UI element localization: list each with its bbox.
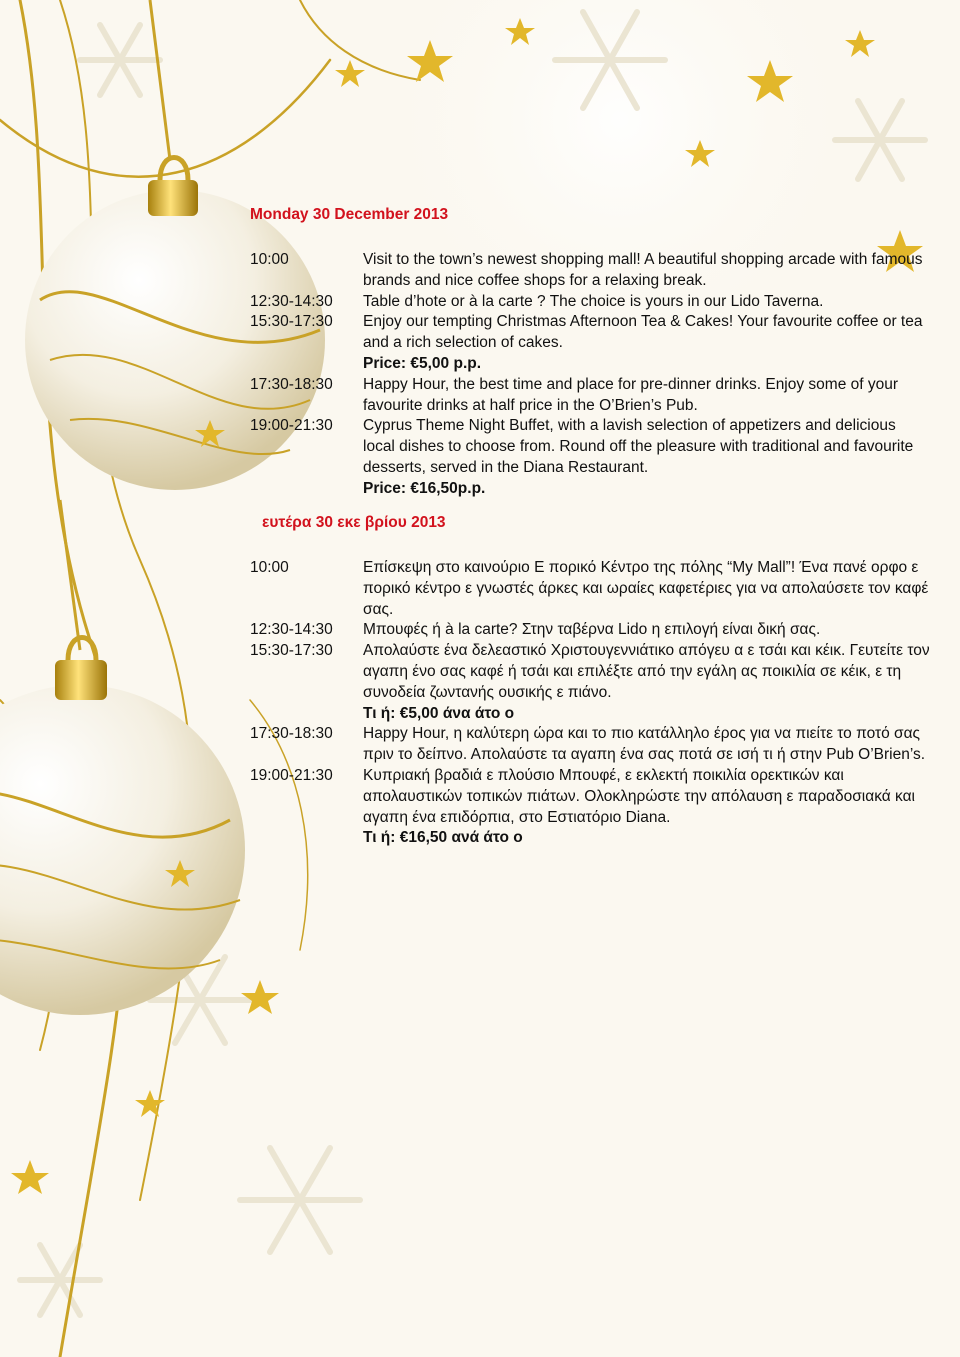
event-time: 15:30-17:30	[250, 313, 333, 331]
greek-heading: ευτέρα 30 εκε βρίου 2013	[262, 514, 446, 531]
event-time: 15:30-17:30	[250, 642, 333, 660]
event-time: 19:00-21:30	[250, 766, 333, 784]
event-price: Τι ή: €16,50 ανά άτο ο	[363, 829, 523, 847]
event-time: 17:30-18:30	[250, 725, 333, 743]
schedule-row	[250, 292, 930, 313]
christmas-bauble-icon	[0, 500, 245, 1015]
event-price: Τι ή: €5,00 άνα άτο ο	[363, 704, 515, 722]
event-time: 17:30-18:30	[250, 375, 333, 393]
event-price: Price: €16,50p.p.	[363, 479, 486, 497]
event-time: 10:00	[250, 251, 289, 268]
event-time: 12:30-14:30	[250, 292, 333, 310]
event-description: Μπουφές ή à la carte? Στην ταβέρνα Lido η επιλογή είναι δική σας.	[363, 621, 821, 639]
event-description: Απολαύστε ένα δελεαστικό Χριστουγεννιάτικο απόγευ α ε τσάι και κέικ. Γευτείτε τον αγαπη ένο σας καφέ ή τσάι και επιλέξτε από την εγάλη ας ποικιλία σε κέικ, ε τη συνοδεία ζωντανής ουσικής ε πιάνο.	[363, 642, 930, 701]
english-schedule	[250, 205, 930, 500]
schedule-row	[250, 416, 930, 499]
schedule-row	[250, 620, 930, 641]
event-price: Price: €5,00 p.p.	[363, 354, 482, 372]
schedule-row	[250, 312, 930, 374]
schedule-row	[250, 641, 930, 724]
event-time: 10:00	[250, 559, 289, 576]
greek-schedule	[250, 513, 930, 849]
schedule-row	[250, 250, 930, 292]
schedule-row	[250, 766, 930, 849]
schedule-row	[250, 724, 930, 766]
event-description: Κυπριακή βραδιά ε πλούσιο Μπουφέ, ε εκλεκτή ποικιλία ορεκτικών και απολαυστικών τοπικών πιάτων. Ολοκληρώστε την απόλαυση ε παραδοσιακά και αγαπη ένα επιδόρπια, στο Εστιατόριο Diana.	[363, 766, 915, 826]
schedule-row	[250, 375, 930, 417]
schedule-row	[250, 558, 930, 620]
event-description: Enjoy our tempting Christmas Afternoon Tea & Cakes! Your favourite coffee or tea and a rich selection of cakes.	[363, 313, 923, 352]
event-description: Table d’hote or à la carte ? The choice is yours in our Lido Taverna.	[363, 292, 824, 310]
english-heading: Monday 30 December 2013	[250, 206, 449, 223]
event-description: Happy Hour, the best time and place for pre-dinner drinks. Enjoy some of your favourite drinks at half price in the O’Brien’s Pub.	[363, 375, 899, 414]
event-description: Cyprus Theme Night Buffet, with a lavish selection of appetizers and delicious local dishes to choose from. Round off the pleasure with traditional and favourite desserts, served in the Diana Restaurant.	[363, 417, 914, 476]
event-time: 12:30-14:30	[250, 621, 333, 639]
event-time: 19:00-21:30	[250, 417, 333, 435]
event-description: Happy Hour, η καλύτερη ώρα και το πιο κατάλληλο έρος για να πιείτε το ποτό σας πριν το δείπνο. Απολαύστε τα αγαπη ένα σας ποτά σε ισή τι ή στην Pub O’Brien’s.	[363, 725, 926, 764]
event-description: Visit to the town’s newest shopping mall! A beautiful shopping arcade with famous brands and nice coffee shops for a relaxing break.	[363, 251, 923, 289]
event-description: Επίσκεψη στο καινούριο Ε πορικό Κέντρο της πόλης “My Mall”! Ένα πανέ ορφο ε πορικό κέντρο ε γνωστές άρκες και ωραίες καφετέριες για να απολαύσετε τον καφέ σας.	[363, 559, 929, 618]
